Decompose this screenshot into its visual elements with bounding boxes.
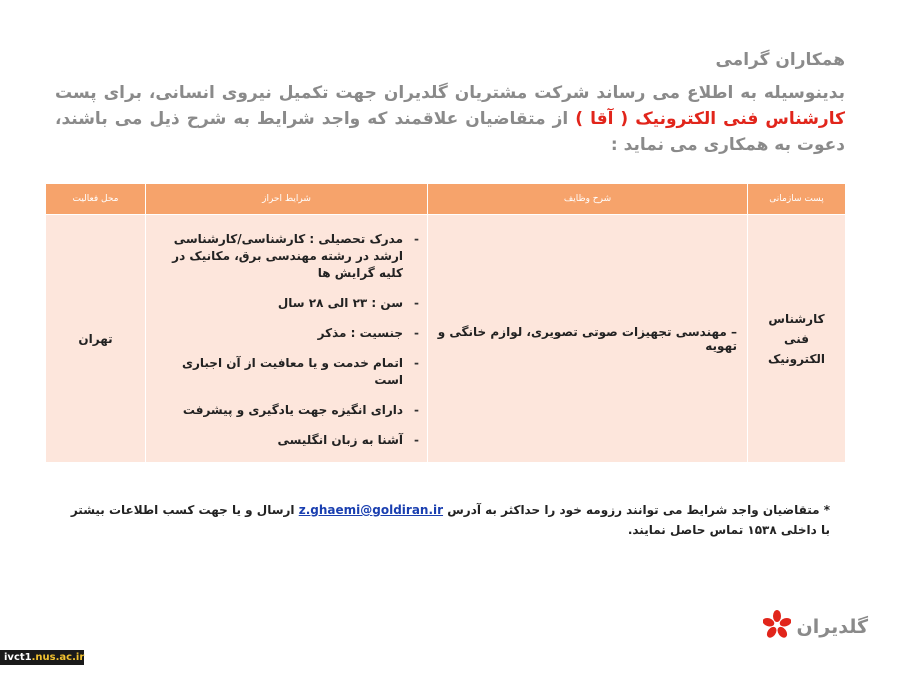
cell-location: تهران xyxy=(46,215,146,463)
job-table xyxy=(45,183,846,463)
header-duties: شرح وظایف xyxy=(428,184,748,215)
requirement-item: - دارای انگیزه جهت یادگیری و پیشرفت xyxy=(152,402,419,419)
requirement-item: - سن : ۲۳ الی ۲۸ سال xyxy=(152,295,419,312)
requirements-list xyxy=(152,231,419,449)
requirement-item: - جنسیت : مذکر xyxy=(152,325,419,342)
footer-text-2: ارسال و یا جهت کسب اطلاعات بیشتر با داخلی ۱۵۳۸ تماس حاصل نمایند. xyxy=(70,503,830,537)
header-requirements: شرایط احراز xyxy=(146,184,428,215)
site-domain: .nus.ac.ir xyxy=(31,652,85,663)
header-org-post: پست سازمانی xyxy=(748,184,846,215)
site-prefix: ivct1 xyxy=(4,652,32,663)
greeting-heading: همکاران گرامی xyxy=(715,50,845,70)
table-row xyxy=(46,215,846,463)
requirement-item: - اتمام خدمت و یا معافیت از آن اجباری است xyxy=(152,355,419,389)
requirement-item: - مدرک تحصیلی : کارشناسی/کارشناسی ارشد در رشته مهندسی برق، مکانیک در کلیه گرایش ها xyxy=(152,231,419,282)
flower-icon xyxy=(763,610,791,644)
footer-text-1: * متقاضیان واجد شرایط می توانند رزومه خود را حداکثر به آدرس xyxy=(443,503,830,517)
cell-org-post: کارشناس فنی الکترونیک xyxy=(748,215,846,463)
intro-text-2: از متقاضیان علاقمند که واجد شرایط به شرح ذیل می باشند، دعوت به همکاری می نماید : xyxy=(55,109,845,155)
site-badge[interactable] xyxy=(0,650,84,665)
intro-text-1: بدینوسیله به اطلاع می رساند شرکت مشتریان گلدیران جهت تکمیل نیروی انسانی، برای پست xyxy=(55,83,845,103)
position-title: کارشناس فنی الکترونیک ( آقا ) xyxy=(575,109,845,129)
cell-requirements xyxy=(146,215,428,463)
cell-duties: – مهندسی تجهیزات صوتی تصویری، لوازم خانگی و تهویه xyxy=(428,215,748,463)
requirement-item: - آشنا به زبان انگلیسی xyxy=(152,432,419,449)
logo-text: گلدیران xyxy=(796,616,868,638)
intro-paragraph xyxy=(55,80,845,158)
email-link[interactable]: z.ghaemi@goldiran.ir xyxy=(298,503,444,517)
company-logo xyxy=(763,610,868,644)
footer-note xyxy=(60,500,830,540)
header-location: محل فعالیت xyxy=(46,184,146,215)
table-header-row xyxy=(46,184,846,215)
